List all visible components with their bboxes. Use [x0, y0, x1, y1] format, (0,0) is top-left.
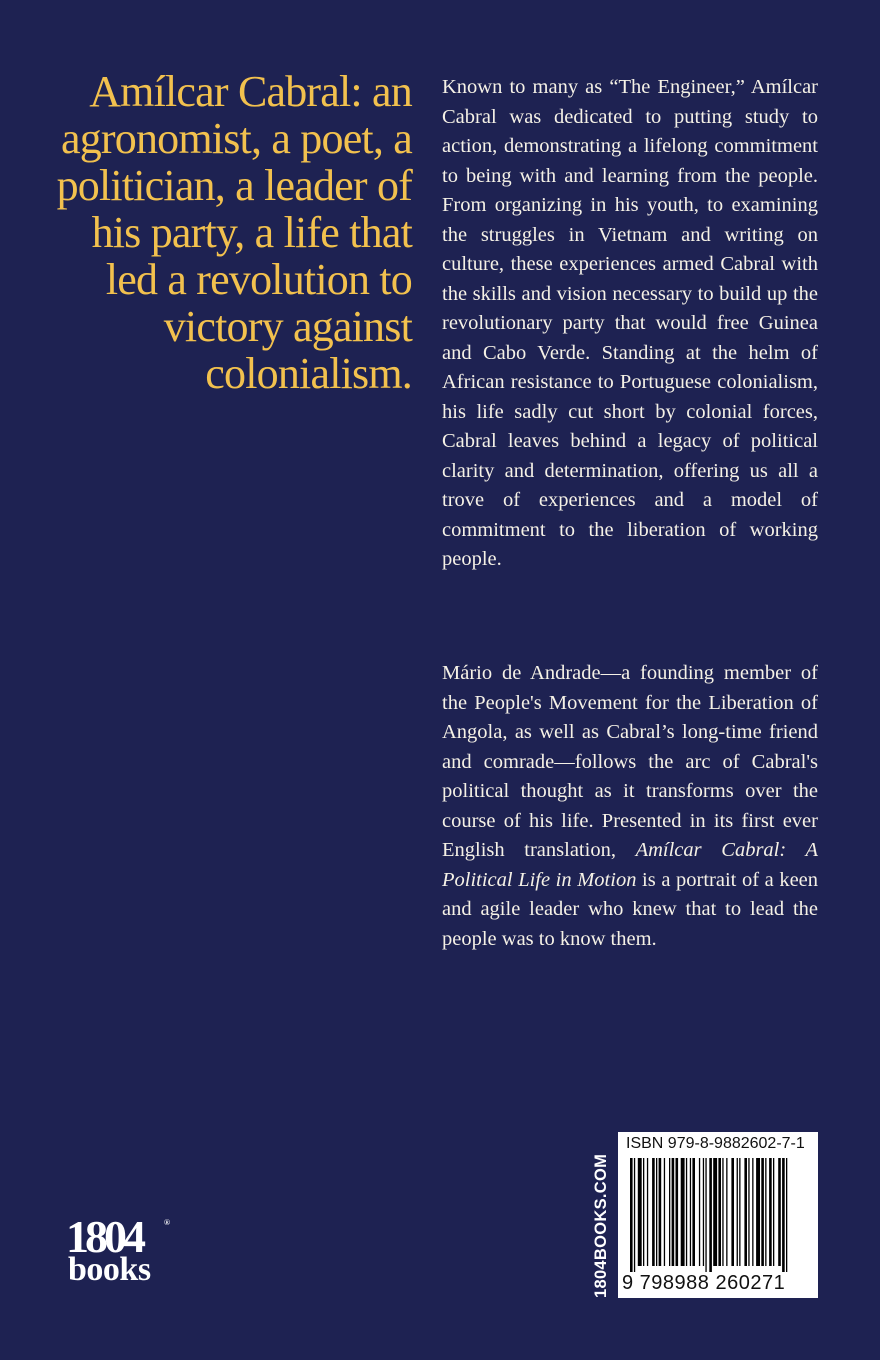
barcode-bar: [634, 1158, 635, 1272]
barcode-bar: [778, 1158, 781, 1266]
barcode-bar: [722, 1158, 723, 1266]
barcode-bar: [686, 1158, 687, 1266]
barcode-bar: [737, 1158, 738, 1266]
barcode-bar: [773, 1158, 774, 1266]
barcode-bar: [656, 1158, 657, 1266]
barcode-bar: [643, 1158, 644, 1266]
barcode-bar: [703, 1158, 704, 1266]
barcode-bar: [652, 1158, 655, 1266]
barcode-bar: [786, 1158, 787, 1272]
barcode-bar: [718, 1158, 721, 1266]
barcode-bar: [664, 1158, 665, 1266]
blurb-paragraph-2-ending: is a portrait of a keen and agile leader who knew that to lead the people was to know them.: [442, 868, 819, 950]
barcode-bar: [752, 1158, 753, 1266]
barcode-bar: [744, 1158, 747, 1266]
barcode-bar: [756, 1158, 760, 1266]
blurb-paragraph-1: Known to many as “The Engineer,” Amílcar Cabral was dedicated to putting study to action, demonstrating a lifelong commitment to being with and learning from the people. From organizing in his youth, to examining the struggles in Vietnam and writing on culture, these experiences armed Cabral with the skills and vision necessary to build up the revolutionary party that would free Guinea and Cabo Verde. Standing at the helm of African resistance to Portuguese colonialism, his life sadly cut short by colonial forces, Cabral leaves behind a legacy of political clarity and determination, offering us all a trove of experiences and a model of commitment to the liberation of working people.: [442, 76, 818, 570]
barcode-bar: [638, 1158, 642, 1266]
barcode-bar: [647, 1158, 648, 1266]
barcode-bar: [782, 1158, 785, 1272]
barcode-bar: [659, 1158, 662, 1266]
barcode-bar: [692, 1158, 695, 1266]
barcode-bar: [681, 1158, 685, 1266]
barcode-bar: [669, 1158, 670, 1266]
pull-quote: Amílcar Cabral: an agronomist, a poet, a politician, a leader of his party, a life that led a revolution to victory against colonialism.: [56, 67, 412, 398]
registered-mark: ®: [164, 1218, 170, 1227]
barcode-bar: [699, 1158, 700, 1266]
barcode-bar: [748, 1158, 749, 1266]
blurb-paragraph-2-text: Mário de Andrade—a founding member of the People's Movement for the Liberation of Angola, as well as Cabral’s long-time friend and comrade—follows the arc of Cabral's political thought as it transforms over the course of his life. Presented in its first ever English translation,: [442, 662, 818, 861]
barcode-digits: 9 798988 260271: [622, 1272, 786, 1294]
logo-word: books: [68, 1251, 151, 1288]
barcode-bar: [761, 1158, 764, 1266]
blurb-paragraph-2: [442, 659, 818, 954]
book-title: Amílcar Cabral: A Political Life in Motion: [442, 839, 818, 891]
barcode-bar: [713, 1158, 717, 1266]
barcode-bar: [672, 1158, 675, 1266]
barcode-bar: [690, 1158, 691, 1266]
barcode-bar: [739, 1158, 740, 1266]
logo-number: 1804: [66, 1211, 142, 1262]
isbn-label: ISBN 979-8-9882602-7-1: [626, 1135, 805, 1152]
barcode-bar: [726, 1158, 727, 1266]
barcode-bar: [676, 1158, 679, 1266]
publisher-logo: [66, 1211, 176, 1294]
publisher-website: 1804BOOKS.COM: [592, 1153, 610, 1298]
barcode-bar: [765, 1158, 766, 1266]
barcode-bar: [709, 1158, 712, 1272]
barcode-bars: [618, 1158, 818, 1274]
barcode-bar: [630, 1158, 633, 1272]
barcode-panel: [618, 1132, 818, 1298]
barcode-bar: [769, 1158, 772, 1266]
barcode-bar: [705, 1158, 706, 1272]
barcode-bar: [731, 1158, 734, 1266]
